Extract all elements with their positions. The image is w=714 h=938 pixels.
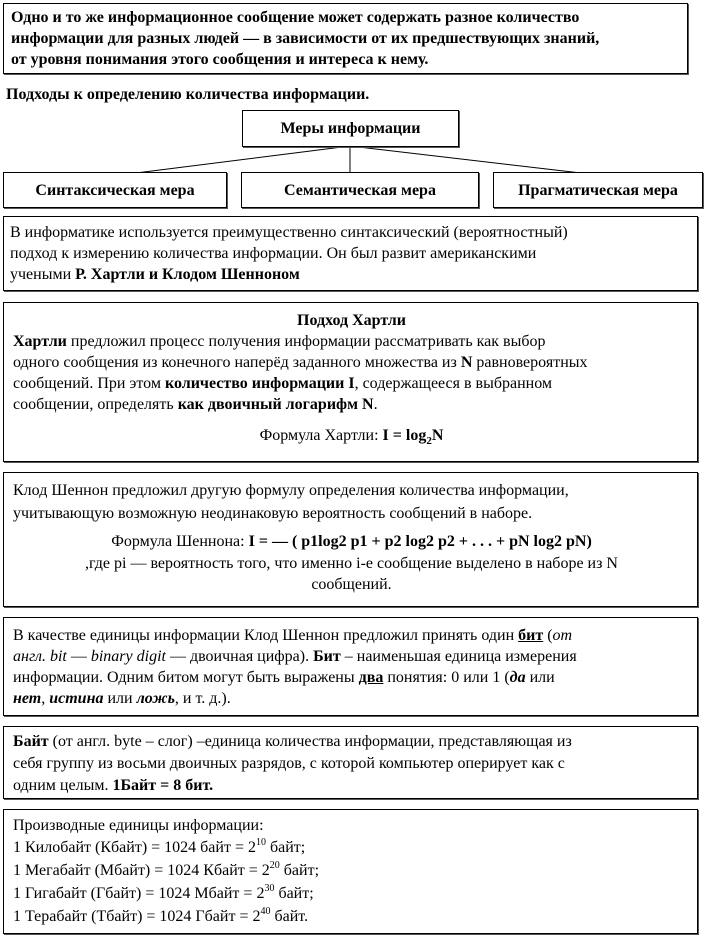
bit-line-3-mid: понятия: 0 или 1 ( bbox=[383, 669, 510, 686]
derived-box bbox=[3, 809, 698, 934]
bit-line-1 bbox=[13, 625, 572, 646]
hartley-line-3-post: , содержащееся в выбранном bbox=[354, 375, 553, 392]
hartley-line-1 bbox=[13, 331, 545, 352]
diagram-root bbox=[242, 110, 459, 147]
derived-row-exp: 30 bbox=[264, 882, 275, 894]
shannon-line-4: ,где pi — вероятность того, что именно i-е сообщение выделено в наборе из N bbox=[85, 555, 618, 572]
bit-true: истина bbox=[49, 690, 104, 707]
hartley-line-1-rest: предложил процесс получения информации рассматривать как выбор bbox=[66, 333, 546, 350]
bit-line-3-end: или bbox=[525, 669, 555, 686]
hartley-box bbox=[3, 302, 698, 462]
shannon-formula-label: Формула Шеннона: bbox=[111, 533, 249, 550]
bit-line-4-comma: , bbox=[41, 690, 50, 707]
bit-line-4-end: , и т. д.). bbox=[174, 690, 231, 707]
byte-term: Байт bbox=[13, 733, 49, 750]
diagram-child-semantic bbox=[241, 172, 479, 208]
bit-two: два bbox=[358, 669, 384, 686]
derived-row-text: 1 Мегабайт (Мбайт) = 1024 Кбайт = 2 bbox=[13, 862, 270, 879]
shannon-line-2: учитывающую возможную неодинаковую вероятность сообщений в наборе. bbox=[13, 505, 533, 522]
diagram-child-pragmatic-label: Прагматическая мера bbox=[518, 182, 678, 199]
bit-line-2-mid: — bbox=[66, 648, 91, 665]
diagram-child-syntactic bbox=[3, 172, 227, 208]
bit-term: бит bbox=[518, 627, 544, 644]
diagram-child-semantic-label: Семантическая мера bbox=[284, 182, 436, 199]
hartley-formula-label: Формула Хартли: bbox=[259, 427, 383, 444]
byte-line-2: себя группу из восьми двоичных разрядов, с которой компьютер оперирует как с bbox=[13, 755, 565, 772]
diagram-child-pragmatic bbox=[493, 172, 703, 208]
hartley-title: Подход Хартли bbox=[297, 312, 406, 329]
bit-line-3-pre: информации. Одним битом могут быть выражены bbox=[13, 669, 359, 686]
byte-line-3-pre: одним целым. bbox=[13, 777, 113, 794]
derived-row-megabyte bbox=[13, 860, 319, 881]
diagram-root-label: Меры информации bbox=[280, 120, 421, 137]
informatics-line-3 bbox=[10, 264, 300, 285]
hartley-formula bbox=[4, 425, 699, 446]
hartley-line-3 bbox=[13, 373, 552, 394]
hartley-line-2-post: равновероятных bbox=[472, 354, 588, 371]
bit-bold: Бит bbox=[313, 648, 341, 665]
derived-row-text: 1 Килобайт (Кбайт) = 1024 байт = 2 bbox=[13, 839, 256, 856]
byte-line-1 bbox=[13, 731, 572, 752]
derived-row-gigabyte bbox=[13, 883, 314, 904]
hartley-formula-sub: 2 bbox=[426, 435, 432, 448]
bit-false: ложь bbox=[136, 690, 175, 707]
bit-line-4-mid: или bbox=[103, 690, 137, 707]
derived-row-tail: байт. bbox=[270, 908, 309, 925]
bit-line-2-end: – наименьшая единица измерения bbox=[340, 648, 577, 665]
shannon-line-5: сообщений. bbox=[311, 576, 392, 593]
shannon-line-1: Клод Шеннон предложил другую формулу определения количества информации, bbox=[13, 482, 569, 499]
derived-row-exp: 10 bbox=[255, 836, 266, 848]
derived-row-exp: 20 bbox=[269, 859, 280, 871]
hartley-line-4-post: . bbox=[373, 396, 378, 413]
derived-row-terabyte bbox=[13, 906, 308, 927]
bit-box bbox=[3, 617, 698, 716]
derived-row-text: 1 Терабайт (Тбайт) = 1024 Гбайт = 2 bbox=[13, 908, 261, 925]
approaches-heading: Подходы к определению количества информации. bbox=[6, 86, 370, 103]
bit-line-1-italic: от bbox=[552, 627, 573, 644]
bit-line-1-pre: В качестве единицы информации Клод Шеннон предложил принять один bbox=[13, 627, 519, 644]
derived-row-tail: байт; bbox=[279, 862, 320, 879]
intro-line-2: информации для разных людей — в зависимости от их предшествующих знаний, bbox=[11, 30, 600, 47]
informatics-line-1: В информатике используется преимущественно синтаксический (вероятностный) bbox=[10, 224, 568, 241]
derived-row-kilobyte bbox=[13, 837, 305, 858]
bit-line-1-post: ( bbox=[543, 627, 553, 644]
informatics-line-2: подход к измерению количества информации. Он был развит американскими bbox=[10, 245, 537, 262]
hartley-log: как двоичный логарифм N bbox=[177, 396, 374, 413]
informatics-box bbox=[3, 216, 698, 291]
shannon-formula bbox=[4, 531, 699, 552]
bit-binary-digit: binary digit bbox=[90, 648, 166, 665]
bit-english: англ. bit bbox=[13, 648, 67, 665]
hartley-formula-tail: N bbox=[431, 427, 444, 444]
bit-no: нет bbox=[13, 690, 42, 707]
shannon-box bbox=[3, 472, 698, 607]
bit-line-2 bbox=[13, 646, 577, 667]
bit-line-2-post: — двоичная цифра). bbox=[165, 648, 314, 665]
hartley-info-amount: количество информации I bbox=[164, 375, 355, 392]
byte-line-1-rest: (от англ. byte – слог) –единица количества информации, представляющая из bbox=[48, 733, 572, 750]
bit-line-4 bbox=[13, 688, 231, 709]
informatics-scientists: Р. Хартли и Клодом Шенноном bbox=[75, 266, 300, 283]
hartley-line-3-pre: сообщений. При этом bbox=[13, 375, 165, 392]
hartley-n: N bbox=[460, 354, 473, 371]
hartley-formula-expr: I = log bbox=[382, 427, 427, 444]
derived-row-exp: 40 bbox=[260, 905, 271, 917]
intro-line-1: Одно и то же информационное сообщение может содержать разное количество bbox=[11, 9, 580, 26]
byte-line-3 bbox=[13, 775, 213, 796]
hartley-line-2 bbox=[13, 352, 588, 373]
intro-line-3: от уровня понимания этого сообщения и интереса к нему. bbox=[11, 51, 429, 68]
bit-line-3 bbox=[13, 667, 555, 688]
derived-row-tail: байт; bbox=[274, 885, 314, 902]
shannon-formula-expr: I = — ( p1log2 p1 + p2 log2 p2 + . . . + pN log2 pN) bbox=[248, 533, 592, 550]
derived-row-text: 1 Гигабайт (Гбайт) = 1024 Мбайт = 2 bbox=[13, 885, 265, 902]
hartley-line-2-pre: одного сообщения из конечного наперёд заданного множества из bbox=[13, 354, 461, 371]
hartley-line-4-pre: сообщении, определять bbox=[13, 396, 178, 413]
bit-yes: да bbox=[509, 669, 526, 686]
informatics-line-3-pre: учеными bbox=[10, 266, 76, 283]
byte-box bbox=[3, 726, 698, 799]
derived-title: Производные единицы информации: bbox=[13, 817, 264, 834]
diagram-child-syntactic-label: Синтаксическая мера bbox=[35, 182, 195, 199]
hartley-line-4 bbox=[13, 394, 378, 415]
byte-equation: 1Байт = 8 бит. bbox=[112, 777, 214, 794]
derived-row-tail: байт; bbox=[265, 839, 306, 856]
hartley-name: Хартли bbox=[13, 333, 67, 350]
